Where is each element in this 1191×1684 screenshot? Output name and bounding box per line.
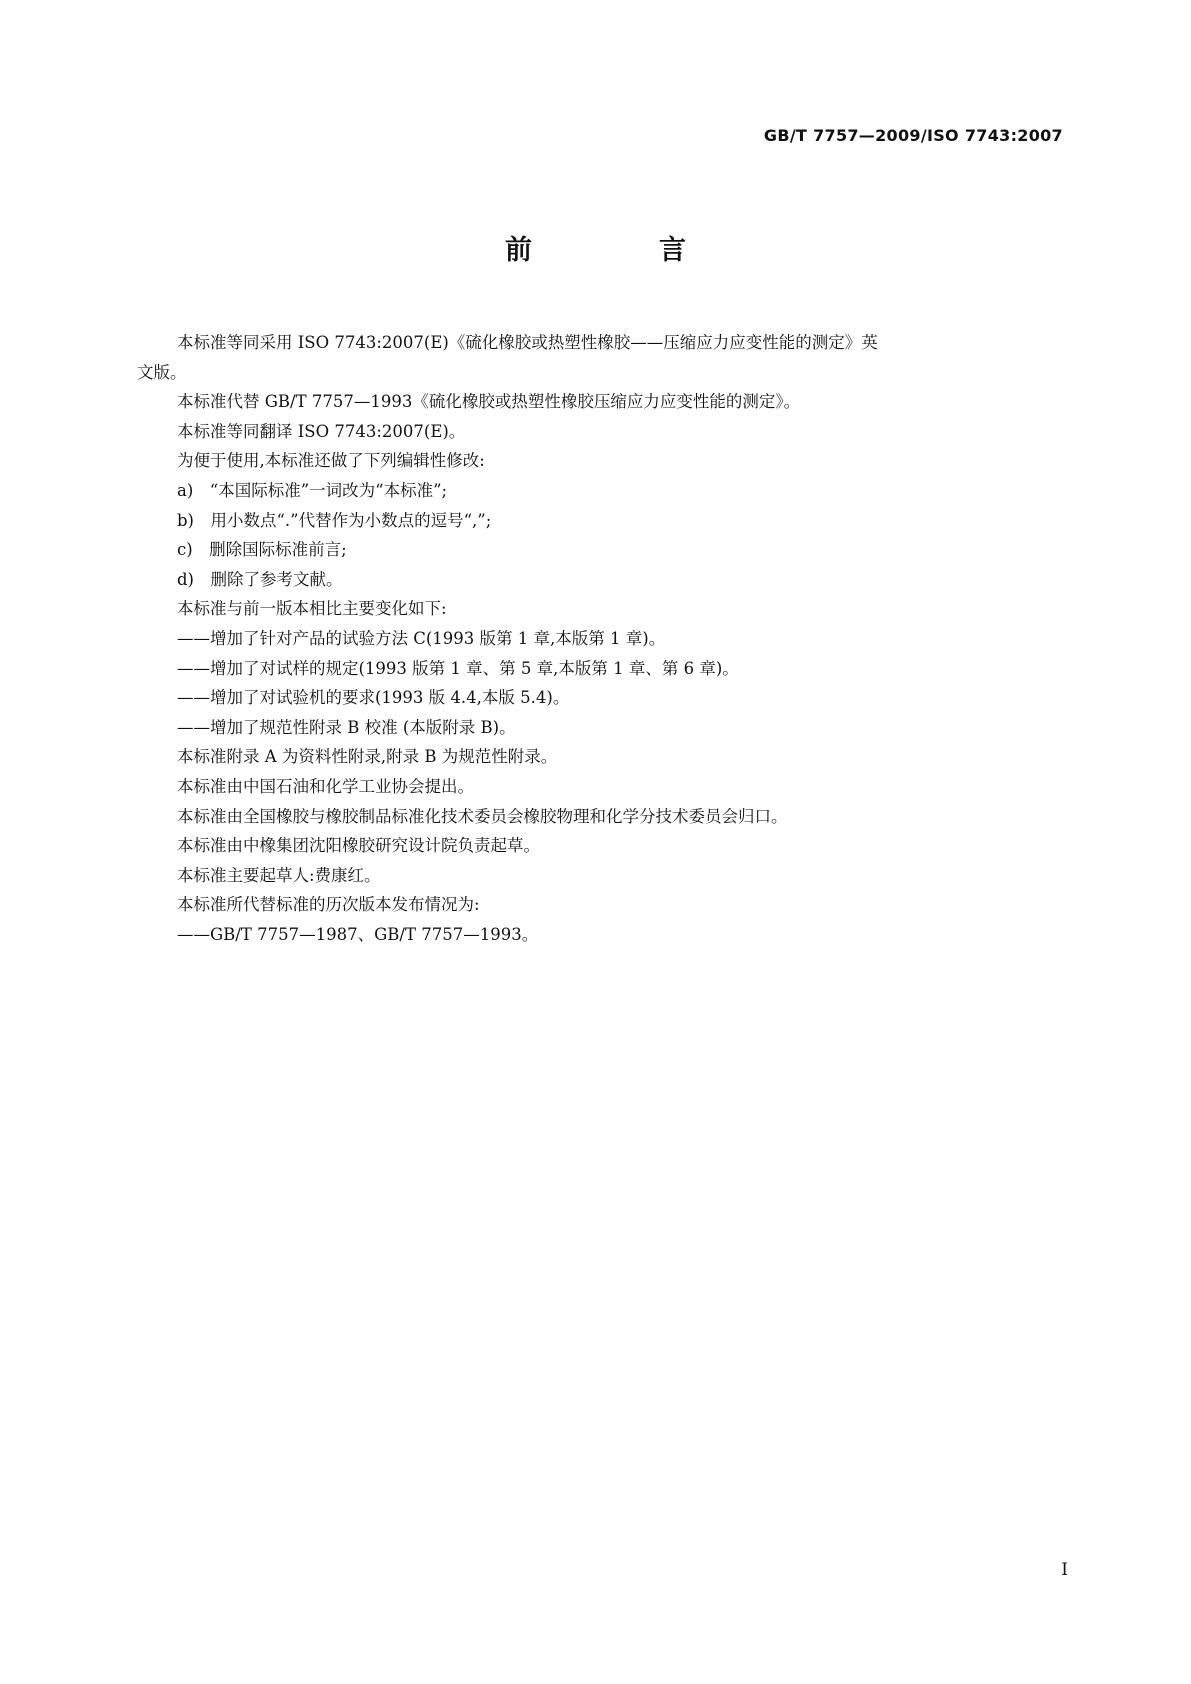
paragraph-history-intro: 本标准所代替标准的历次版本发布情况为: — [177, 895, 480, 915]
paragraph-proposed-by: 本标准由中国石油和化学工业协会提出。 — [177, 776, 474, 796]
paragraph-drafted-by: 本标准由中橡集团沈阳橡胶研究设计院负责起草。 — [177, 836, 540, 856]
history-item: ——GB/T 7757—1987、GB/T 7757—1993。 — [177, 924, 539, 944]
change-item-annex-b: ——增加了规范性附录 B 校准 (本版附录 B)。 — [177, 717, 516, 737]
document-body — [137, 328, 1067, 949]
paragraph-replaces: 本标准代替 GB/T 7757—1993《硫化橡胶或热塑性橡胶压缩应力应变性能的测定》。 — [177, 392, 801, 412]
change-item-machine: ——增加了对试验机的要求(1993 版 4.4,本版 5.4)。 — [177, 688, 570, 708]
paragraph-annexes: 本标准附录 A 为资料性附录,附录 B 为规范性附录。 — [177, 747, 558, 767]
paragraph-adoption: 本标准等同采用 ISO 7743:2007(E)《硫化橡胶或热塑性橡胶——压缩应力应变性能的测定》英 — [177, 333, 878, 352]
paragraph-changes-intro: 本标准与前一版本相比主要变化如下: — [177, 599, 447, 619]
paragraph-translation: 本标准等同翻译 ISO 7743:2007(E)。 — [177, 421, 466, 441]
page-number: I — [1061, 1560, 1068, 1580]
list-item-c: c) 删除国际标准前言; — [177, 540, 347, 560]
change-item-method-c: ——增加了针对产品的试验方法 C(1993 版第 1 章,本版第 1 章)。 — [177, 628, 666, 648]
paragraph-main-drafter: 本标准主要起草人:费康红。 — [177, 865, 381, 885]
change-item-specimen: ——增加了对试样的规定(1993 版第 1 章、第 5 章,本版第 1 章、第 6 章)。 — [177, 658, 739, 678]
list-item-d: d) 删除了参考文献。 — [177, 569, 343, 589]
standard-code: GB/T 7757—2009/ISO 7743:2007 — [763, 126, 1063, 145]
paragraph-technical-committee: 本标准由全国橡胶与橡胶制品标准化技术委员会橡胶物理和化学分技术委员会归口。 — [177, 806, 788, 826]
paragraph-editorial-intro: 为便于使用,本标准还做了下列编辑性修改: — [177, 451, 485, 471]
list-item-a: a) “本国际标准”一词改为“本标准”; — [177, 480, 448, 500]
paragraph-adoption-continued: 文版。 — [137, 362, 187, 382]
page-title: 前 言 — [505, 235, 736, 266]
list-item-b: b) 用小数点“.”代替作为小数点的逗号“,”; — [177, 510, 492, 530]
